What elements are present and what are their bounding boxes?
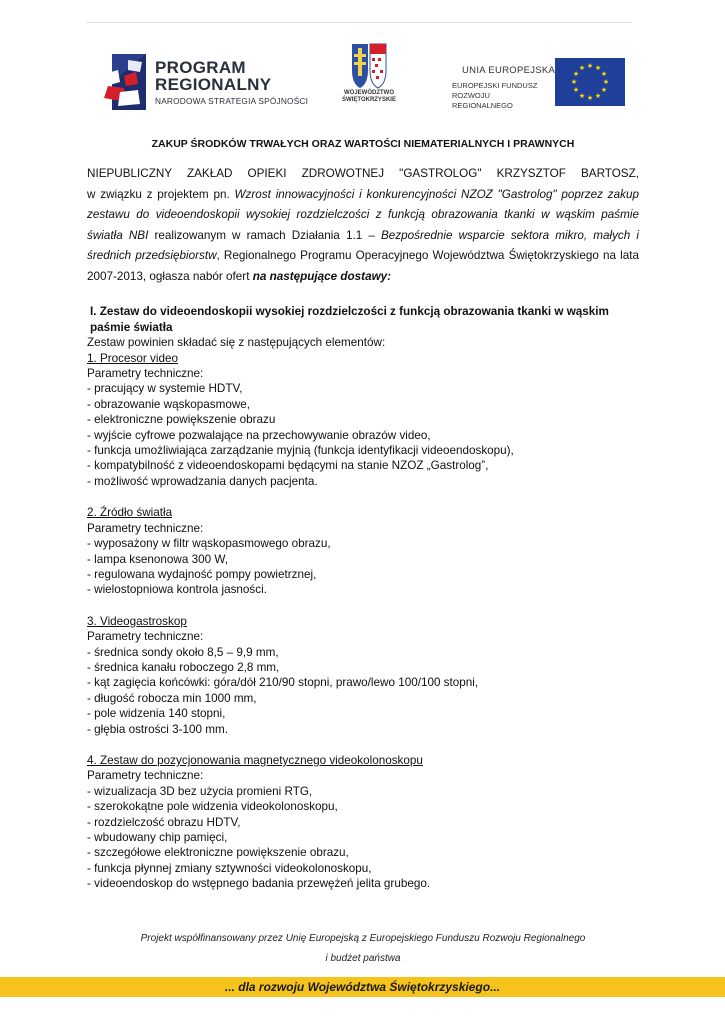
svg-text:★: ★ — [594, 64, 602, 72]
param-item: - pracujący w systemie HDTV, — [87, 382, 243, 396]
program-logo-subtitle: NARODOWA STRATEGIA SPÓJNOŚCI — [155, 96, 309, 106]
intro-company-line: NIEPUBLICZNY ZAKŁAD OPIEKI ZDROWOTNEJ "GASTROLOG" KRZYSZTOF BARTOSZ, — [87, 167, 639, 181]
param-item: - elektroniczne powiększenie obrazu — [87, 413, 276, 427]
param-item: - szczegółowe elektroniczne powiększenie obrazu, — [87, 846, 349, 860]
equipment-item-title: 4. Zestaw do pozycjonowania magnetycznego videokolonoskopu — [87, 753, 423, 767]
svg-text:★: ★ — [600, 86, 608, 94]
param-item: - szerokokątne pole widzenia videokolonoskopu, — [87, 800, 338, 814]
param-item: - wizualizacja 3D bez użycia promieni RTG, — [87, 784, 313, 798]
param-item: - wielostopniowa kontrola jasności. — [87, 583, 267, 597]
param-item: - wbudowany chip pamięci, — [87, 831, 228, 844]
param-item: - możliwość wprowadzania danych pacjenta. — [87, 474, 318, 488]
param-item: - wyposażony w filtr wąskopasmowego obrazu, — [87, 537, 331, 551]
svg-text:★: ★ — [586, 62, 594, 70]
param-item: - obrazowanie wąskopasmowe, — [87, 397, 251, 411]
cofinancing-note: Projekt współfinansowany przez Unię Europejską z Europejskiego Funduszu Rozwoju Regionalnego i budżet państwa — [140, 933, 586, 964]
params-list — [87, 536, 639, 598]
param-item: - rozdzielczość obrazu HDTV, — [87, 815, 241, 829]
item-spacer — [87, 489, 639, 505]
svg-text:★: ★ — [578, 92, 586, 100]
voivodeship-coat-of-arms-icon — [338, 42, 400, 90]
section-title: I. Zestaw do videoendoskopii wysokiej rozdzielczości z funkcją obrazowania tkanki w wąskim paśmie światła — [90, 305, 609, 334]
svg-text:★: ★ — [570, 78, 578, 86]
eu-logo-fund-name: EUROPEJSKI FUNDUSZ ROZWOJU REGIONALNEGO — [452, 81, 538, 110]
section-intro: Zestaw powinien składać się z następujących elementów: — [87, 336, 386, 350]
intro-text-2: realizowanym w ramach Działania 1.1 – — [148, 228, 381, 242]
intro-action-name: Bezpośrednie wsparcie sektora mikro, małych i średnich przedsiębiorstw — [87, 228, 639, 263]
equipment-item — [87, 614, 639, 737]
equipment-item-title: 2. Źródło światła — [87, 506, 173, 520]
footer-slogan-bar: ... dla rozwoju Województwa Świętokrzyskiego... — [0, 977, 725, 997]
equipment-item — [87, 351, 639, 490]
param-item: - pole widzenia 140 stopni, — [87, 707, 226, 721]
param-item: - lampa ksenonowa 300 W, — [87, 552, 228, 566]
item-spacer — [87, 598, 639, 614]
svg-text:★: ★ — [572, 86, 580, 94]
header-divider — [86, 22, 632, 23]
document-body — [87, 130, 639, 892]
params-list — [87, 784, 639, 892]
param-item: - wyjście cyfrowe pozwalające na przechowywanie obrazów video, — [87, 428, 431, 442]
program-logo-title: PROGRAM REGIONALNY — [155, 58, 272, 94]
param-item: - regulowana wydajność pompy powietrznej, — [87, 567, 317, 581]
param-item: - kąt zagięcia końcówki: góra/dół 210/90 stopni, prawo/lewo 100/100 stopni, — [87, 676, 479, 690]
program-regionalny-logo — [98, 52, 318, 112]
param-item: - funkcja płynnej zmiany sztywności videokolonoskopu, — [87, 861, 372, 875]
eu-logo-title: UNIA EUROPEJSKA — [462, 65, 556, 76]
equipment-item-title: 3. Videogastroskop — [87, 614, 187, 628]
param-item: - średnica kanału roboczego 2,8 mm, — [87, 660, 280, 674]
param-item: - długość robocza min 1000 mm, — [87, 691, 257, 705]
params-list — [87, 645, 639, 737]
svg-text:★: ★ — [600, 70, 608, 78]
intro-text-1: w związku z projektem pn. — [87, 187, 235, 201]
params-label: Parametry techniczne: — [87, 521, 204, 535]
intro-paragraph — [87, 164, 639, 287]
param-item: - głębia ostrości 3-100 mm. — [87, 722, 228, 736]
svg-text:★: ★ — [586, 94, 594, 102]
param-item: - funkcja umożliwiająca zarządzanie myjnią (funkcja identyfikacji videoendoskopu), — [87, 444, 514, 458]
eu-logo — [452, 58, 626, 110]
equipment-item — [87, 753, 639, 892]
param-item: - kompatybilność z videoendoskopami będącymi na stanie NZOZ „Gastrolog”, — [87, 459, 489, 473]
params-label: Parametry techniczne: — [87, 367, 204, 381]
param-item: - średnica sondy około 8,5 – 9,9 mm, — [87, 645, 279, 659]
param-item: - videoendoskop do wstępnego badania przewężeń jelita grubego. — [87, 877, 431, 891]
intro-project-name: Wzrost innowacyjności i konkurencyjności NZOZ "Gastrolog" poprzez zakup zestawu do videoendoskopii wysokiej rozdzielczości z funkcją obrazowania tkanki w wąskim paśmie światła NBI — [87, 187, 639, 242]
voivodeship-logo-text: WOJEWÓDZTWO ŚWIĘTOKRZYSKIE — [342, 90, 396, 103]
voivodeship-logo — [338, 42, 400, 110]
intro-emphasis: na następujące dostawy: — [252, 269, 392, 283]
params-label: Parametry techniczne: — [87, 630, 204, 644]
eu-flag-icon — [555, 58, 625, 106]
equipment-item — [87, 505, 639, 597]
intro-text-3: , Regionalnego Programu Operacyjnego Województwa Świętokrzyskiego na lata 2007-2013, ogłasza nabór ofert — [87, 249, 639, 283]
item-spacer — [87, 737, 639, 753]
equipment-item-title: 1. Procesor video — [87, 351, 178, 365]
svg-text:★: ★ — [572, 70, 580, 78]
document-title: ZAKUP ŚRODKÓW TRWAŁYCH ORAZ WARTOŚCI NIEMATERIALNYCH I PRAWNYCH — [151, 138, 575, 150]
svg-text:★: ★ — [602, 78, 610, 86]
params-list — [87, 381, 639, 489]
params-label: Parametry techniczne: — [87, 769, 204, 783]
svg-text:★: ★ — [594, 92, 602, 100]
svg-text:★: ★ — [578, 64, 586, 72]
equipment-list — [87, 351, 639, 892]
program-regionalny-emblem-icon — [98, 52, 154, 112]
